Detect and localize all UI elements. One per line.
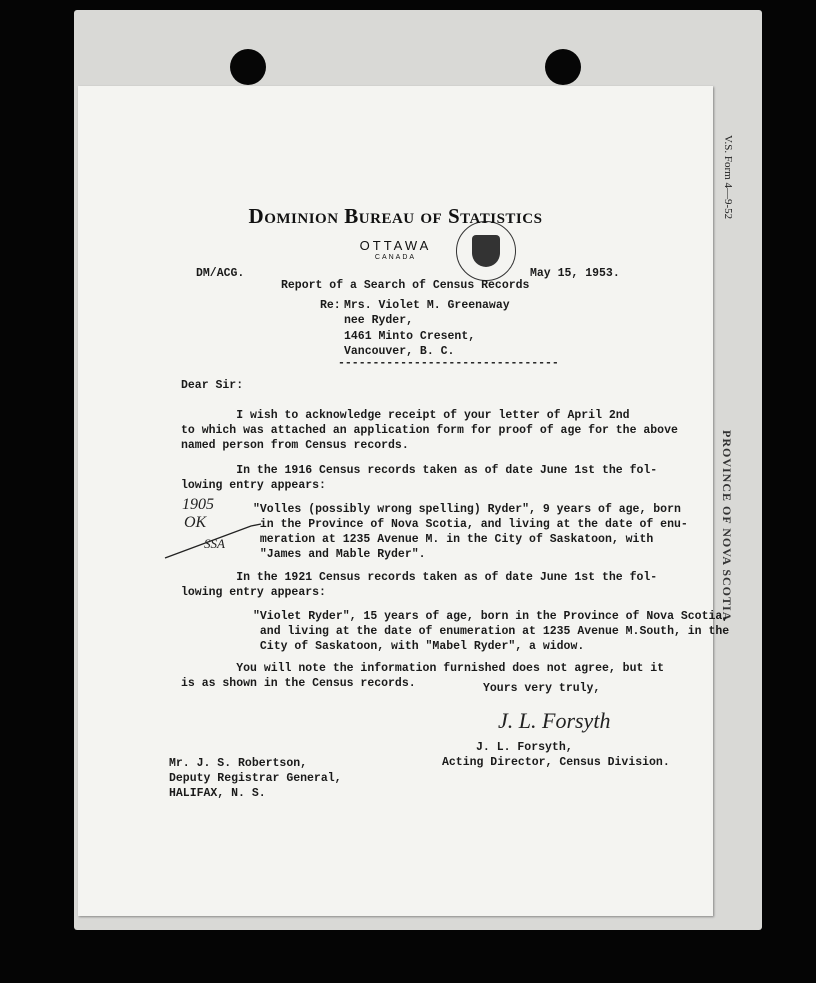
body-line: lowing entry appears: bbox=[181, 479, 326, 492]
body-line: In the 1921 Census records taken as of date June 1st the fol- bbox=[181, 571, 658, 584]
body-line: "Violet Ryder", 15 years of age, born in the Province of Nova Scotia, bbox=[253, 610, 730, 623]
separator: -------------------------------- bbox=[338, 357, 559, 370]
letterhead-title: Dominion Bureau of Statistics bbox=[248, 204, 543, 228]
body-line: "James and Mable Ryder". bbox=[253, 548, 426, 561]
salutation: Dear Sir: bbox=[181, 379, 244, 392]
body-line: City of Saskatoon, with "Mabel Ryder", a widow. bbox=[253, 640, 585, 653]
body-line: In the 1916 Census records taken as of date June 1st the fol- bbox=[181, 464, 658, 477]
province-stamp: PROVINCE OF NOVA SCOTIA bbox=[720, 430, 734, 622]
letterhead-country: CANADA bbox=[374, 254, 417, 261]
re-line: nee Ryder, bbox=[344, 314, 414, 327]
handwritten-year: 1905 bbox=[182, 496, 214, 513]
recipient-line: Deputy Registrar General, bbox=[169, 772, 342, 785]
body-line: in the Province of Nova Scotia, and living at the date of enu- bbox=[253, 518, 688, 531]
body-line: I wish to acknowledge receipt of your letter of April 2nd bbox=[181, 409, 630, 422]
body-line: and living at the date of enumeration at 1235 Avenue M.South, in the bbox=[253, 625, 730, 638]
date: May 15, 1953. bbox=[530, 267, 620, 280]
handwritten-stroke bbox=[163, 520, 263, 560]
re-line: Vancouver, B. C. bbox=[344, 345, 455, 358]
body-line: You will note the information furnished does not agree, but it bbox=[181, 662, 665, 675]
recipient-line: HALIFAX, N. S. bbox=[169, 787, 266, 800]
punch-hole bbox=[230, 49, 266, 85]
body-line: "Volles (possibly wrong spelling) Ryder", 9 years of age, born bbox=[253, 503, 681, 516]
punch-hole bbox=[545, 49, 581, 85]
handwritten-initials: SSA bbox=[204, 536, 225, 551]
re-label: Re: bbox=[320, 299, 341, 312]
body-line: meration at 1235 Avenue M. in the City of Saskatoon, with bbox=[253, 533, 654, 546]
handwritten-ok: OK bbox=[184, 514, 207, 531]
signer-title: Acting Director, Census Division. bbox=[442, 756, 670, 769]
signature: J. L. Forsyth bbox=[498, 708, 611, 733]
recipient-line: Mr. J. S. Robertson, bbox=[169, 757, 308, 770]
body-line: is as shown in the Census records. bbox=[181, 677, 416, 690]
body-line: to which was attached an application form for proof of age for the above bbox=[181, 424, 678, 437]
body-line: lowing entry appears: bbox=[181, 586, 326, 599]
body-line: named person from Census records. bbox=[181, 439, 409, 452]
form-number: V.S. Form 4—9-52 bbox=[722, 135, 734, 220]
re-line: Mrs. Violet M. Greenaway bbox=[344, 299, 510, 312]
signer-name: J. L. Forsyth, bbox=[476, 741, 573, 754]
closing: Yours very truly, bbox=[483, 682, 601, 695]
subject: Report of a Search of Census Records bbox=[281, 279, 530, 292]
re-line: 1461 Minto Cresent, bbox=[344, 330, 476, 343]
letterhead-city: OTTAWA bbox=[359, 238, 432, 253]
reference: DM/ACG. bbox=[196, 267, 245, 280]
